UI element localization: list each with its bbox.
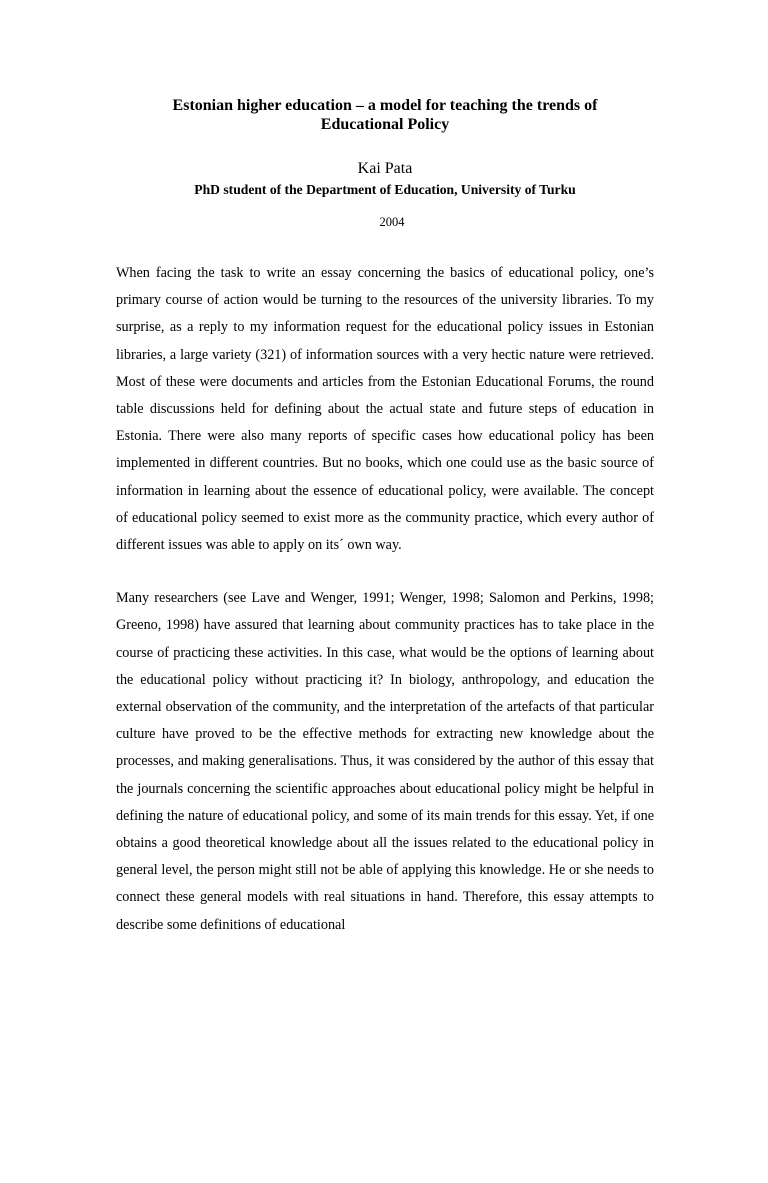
body-paragraph-1: When facing the task to write an essay concerning the basics of educational policy, one’s primary course of action would be turning to the resources of the university libraries. To my surprise, as a reply to my information request for the educational policy issues in Estonian libraries, a large variety (321) of information sources with a very hectic nature were retrieved. Most of these were documents and articles from the Estonian Educational Forums, the round table discussions held for defining about the actual state and future steps of education in Estonia. There were also many reports of specific cases how educational policy has been implemented in different countries. But no books, which one could use as the basic source of information in learning about the essence of educational policy, were available. The concept of educational policy seemed to exist more as the community practice, which every author of different issues was able to apply on its´ own way. xyxy=(116,265,654,554)
body-paragraph-2: Many researchers (see Lave and Wenger, 1991; Wenger, 1998; Salomon and Perkins, 1998; Greeno, 1998) have assured that learning about community practices has to take place in the course of practicing these activities. In this case, what would be the options of learning about the educational policy without practicing it? In biology, anthropology, and education the external observation of the community, and the interpretation of the artefacts of that particular culture have proved to be the effective methods for extracting new knowledge about the processes, and making generalisations. Thus, it was considered by the author of this essay that the journals concerning the scientific approaches about educational policy might be helpful in defining the nature of educational policy, and some of its main trends for this essay. Yet, if one obtains a good theoretical knowledge about all the issues related to the educational policy in general level, the person might still not be able of applying this knowledge. He or she needs to connect these general models with real situations in hand. Therefore, this essay attempts to describe some definitions of educational xyxy=(116,590,654,933)
document-title: Estonian higher education – a model for teaching the trends of Educational Policy xyxy=(172,97,598,133)
author-name: Kai Pata xyxy=(357,160,413,177)
author-affiliation: PhD student of the Department of Education, University of Turku xyxy=(194,182,576,197)
publication-year: 2004 xyxy=(379,215,405,229)
document-page xyxy=(0,96,768,1183)
